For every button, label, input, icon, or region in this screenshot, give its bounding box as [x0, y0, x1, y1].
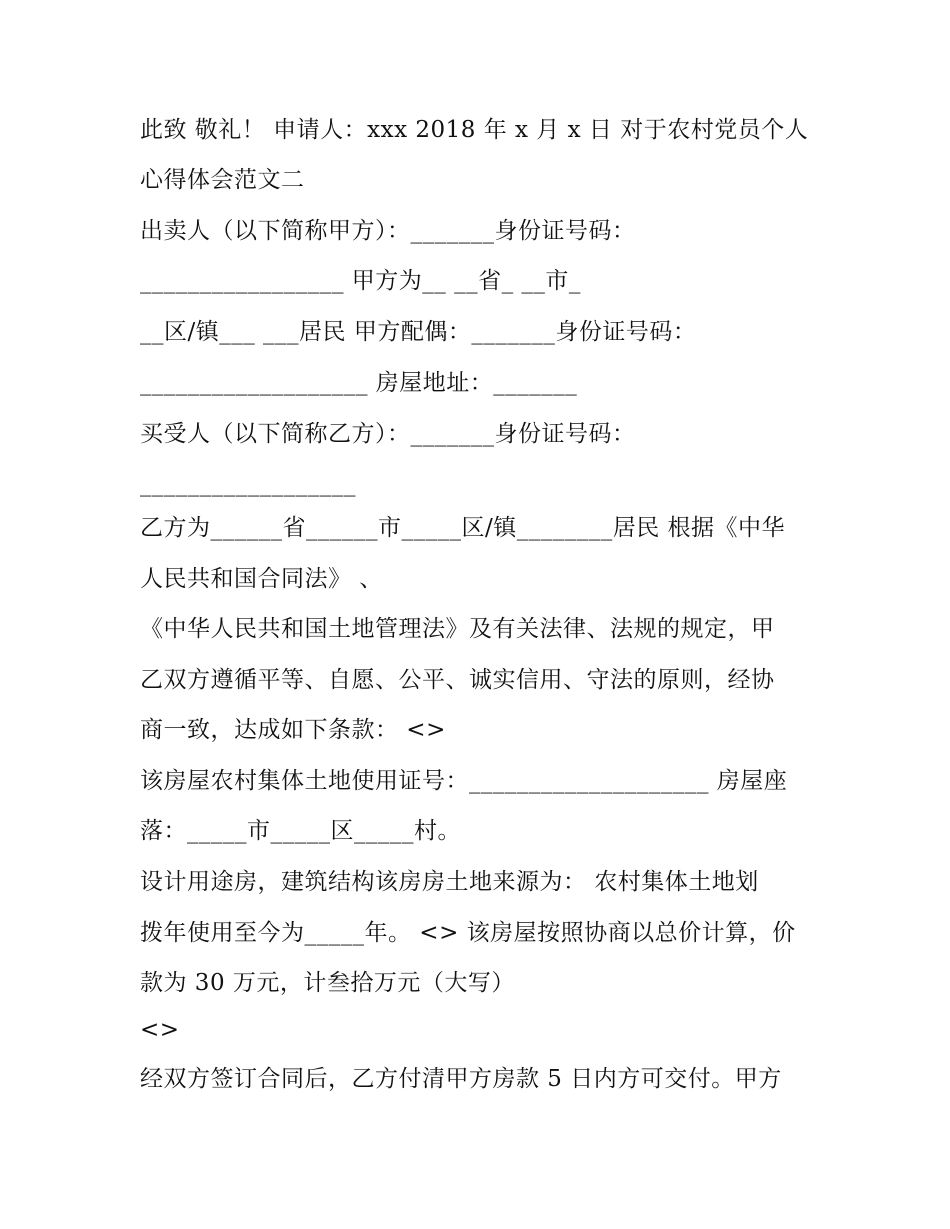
text-line: ___________________ 房屋地址：_______ — [140, 370, 578, 396]
text-line: 经双方签订合同后，乙方付清甲方房款 5 日内方可交付。甲方 — [140, 1066, 782, 1092]
text-line: <> — [140, 1017, 180, 1043]
text-line: __区/镇___ ___居民 甲方配偶：_______身份证号码： — [140, 319, 697, 345]
text-line: 买受人（以下简称乙方）：_______身份证号码： — [140, 421, 636, 447]
text-line: 出卖人（以下简称甲方）：_______身份证号码： — [140, 218, 636, 244]
text-line: 设计用途房，建筑结构该房房土地来源为： 农村集体土地划 — [140, 869, 759, 895]
text-line: 乙方为______省______市_____区/镇________居民 根据《中华 — [140, 515, 786, 541]
text-line: 该房屋农村集体土地使用证号：____________________ 房屋座 — [140, 768, 788, 794]
text-line: 拨年使用至今为_____年。 <> 该房屋按照协商以总价计算，价 — [140, 920, 796, 946]
text-line: 商一致，达成如下条款： <> — [140, 717, 446, 743]
text-line: 《中华人民共和国土地管理法》及有关法律、法规的规定，甲 — [140, 616, 775, 642]
text-line: _________________ 甲方为__ __省_ __市_ — [140, 268, 581, 294]
text-line: 乙双方遵循平等、自愿、公平、诚实信用、守法的原则，经协 — [140, 667, 775, 693]
text-line: 人民共和国合同法》 、 — [140, 566, 383, 592]
text-line: 落：_____市_____区_____村。 — [140, 818, 461, 844]
text-line: 心得体会范文二 — [140, 167, 305, 193]
text-line: 此致 敬礼！ 申请人：xxx 2018 年 x 月 x 日 对于农村党员个人 — [140, 117, 809, 143]
text-line: 款为 30 万元，计叁拾万元（大写） — [140, 970, 515, 996]
text-line: __________________ — [140, 471, 356, 497]
